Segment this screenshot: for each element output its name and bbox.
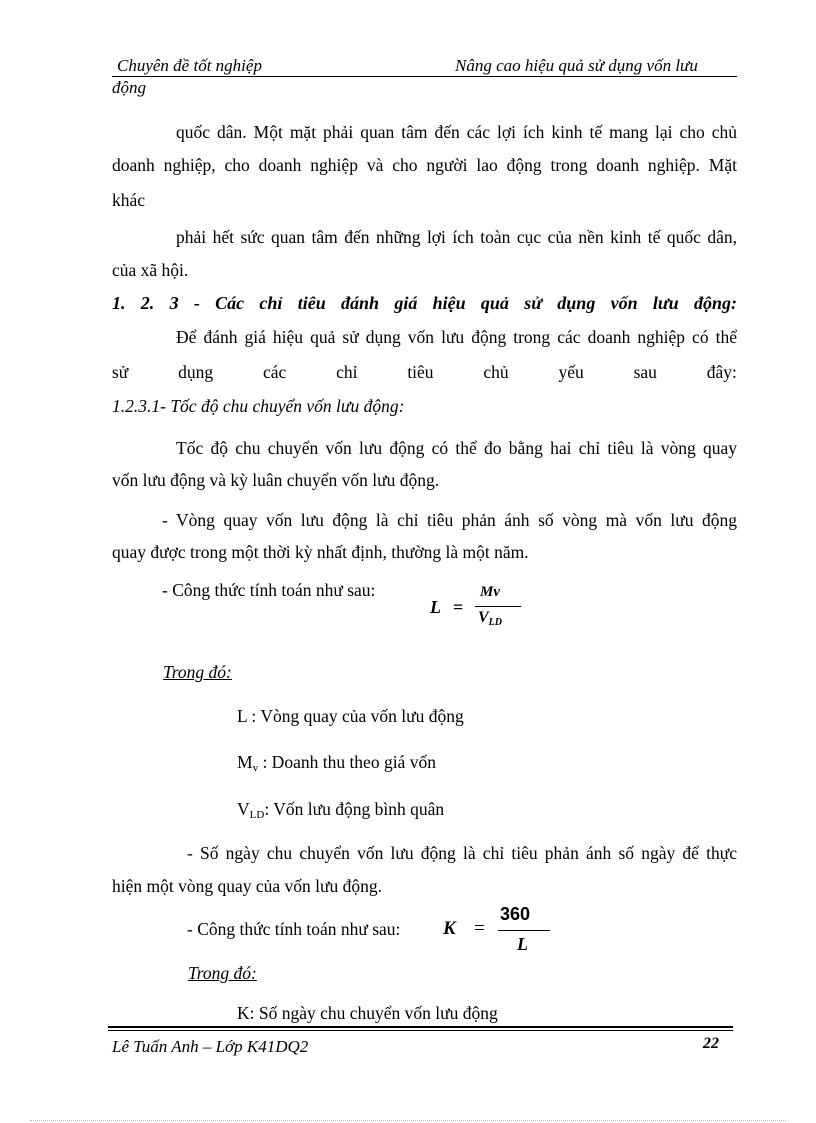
formula-numerator: Mv	[480, 584, 500, 600]
symbol-sub: LD	[249, 809, 265, 821]
paragraph-line: Tốc độ chu chuyển vốn lưu động có thể đo bằng hai chỉ tiêu là vòng quay	[176, 438, 737, 458]
word: sau	[633, 362, 657, 382]
definition-text: : Vốn lưu động bình quân	[264, 799, 445, 819]
definition-text: : Doanh thu theo giá vốn	[258, 752, 436, 772]
word: các	[262, 362, 287, 382]
word: chỉ	[336, 362, 358, 382]
bullet-line: - Công thức tính toán như sau:	[162, 580, 376, 600]
fraction-bar	[475, 606, 521, 607]
footer-author: Lê Tuấn Anh – Lớp K41DQ2	[112, 1037, 309, 1056]
word: tiêu	[407, 362, 434, 382]
definition-Vld	[237, 799, 444, 821]
formula-eq: =	[474, 918, 485, 939]
symbol: M	[237, 752, 253, 772]
paragraph-line: khác	[112, 190, 146, 210]
formula-eq: =	[453, 597, 464, 617]
fraction-bar	[498, 930, 550, 931]
bullet-line: - Số ngày chu chuyển vốn lưu động là chỉ tiêu phản ánh số ngày để thực	[187, 843, 737, 863]
subheading: 1.2.3.1- Tốc độ chu chuyển vốn lưu động:	[112, 396, 405, 416]
symbol-sub: v	[252, 762, 259, 774]
paragraph-line: phải hết sức quan tâm đến những lợi ích toàn cục của nền kinh tế quốc dân,	[176, 227, 737, 247]
definition-Mv	[237, 752, 436, 774]
denominator-main: V	[478, 609, 489, 626]
formula-denominator	[478, 609, 502, 628]
bullet-line: - Công thức tính toán như sau:	[187, 919, 401, 939]
paragraph-line: của xã hội.	[112, 260, 189, 280]
formula-lhs: L	[430, 597, 441, 617]
symbol: V	[237, 799, 250, 819]
where-label: Trong đó:	[163, 662, 232, 682]
word: sử	[112, 362, 129, 382]
formula-lhs: K	[443, 918, 456, 939]
header-left: Chuyên đề tốt nghiệp	[117, 56, 262, 75]
footer-rule	[108, 1026, 733, 1028]
definition-L: L : Vòng quay của vốn lưu động	[237, 706, 464, 726]
header-wrap: động	[112, 78, 146, 97]
formula-denominator: L	[517, 934, 528, 954]
page-number: 22	[703, 1035, 719, 1052]
spread-line	[112, 362, 737, 383]
paragraph-line: quay được trong một thời kỳ nhất định, thường là một năm.	[112, 542, 529, 562]
header-rule	[112, 76, 737, 77]
page-edge	[30, 1120, 786, 1121]
word: đây:	[706, 362, 737, 382]
definition-K: K: Số ngày chu chuyển vốn lưu động	[237, 1003, 498, 1023]
word: chủ	[483, 362, 509, 382]
word: yếu	[558, 362, 584, 382]
denominator-sub: LD	[488, 617, 503, 628]
section-heading: 1. 2. 3 - Các chỉ tiêu đánh giá hiệu quả sử dụng vốn lưu động:	[112, 293, 737, 313]
word: dụng	[178, 362, 214, 382]
where-label: Trong đó:	[188, 963, 257, 983]
paragraph-line: Để đánh giá hiệu quả sử dụng vốn lưu động trong các doanh nghiệp có thể	[176, 327, 737, 347]
bullet-line: - Vòng quay vốn lưu động là chỉ tiêu phản ánh số vòng mà vốn lưu động	[162, 510, 737, 530]
paragraph-line: vốn lưu động và kỳ luân chuyển vốn lưu động.	[112, 470, 440, 490]
paragraph-line: quốc dân. Một mặt phải quan tâm đến các lợi ích kinh tế mang lại cho chủ	[176, 122, 737, 142]
paragraph-line: hiện một vòng quay của vốn lưu động.	[112, 876, 383, 896]
footer-rule-thin	[108, 1030, 733, 1031]
header-right: Nâng cao hiệu quả sử dụng vốn lưu	[455, 56, 698, 75]
paragraph-line: doanh nghiệp, cho doanh nghiệp và cho người lao động trong doanh nghiệp. Mặt	[112, 155, 737, 175]
formula-numerator: 360	[500, 904, 531, 924]
